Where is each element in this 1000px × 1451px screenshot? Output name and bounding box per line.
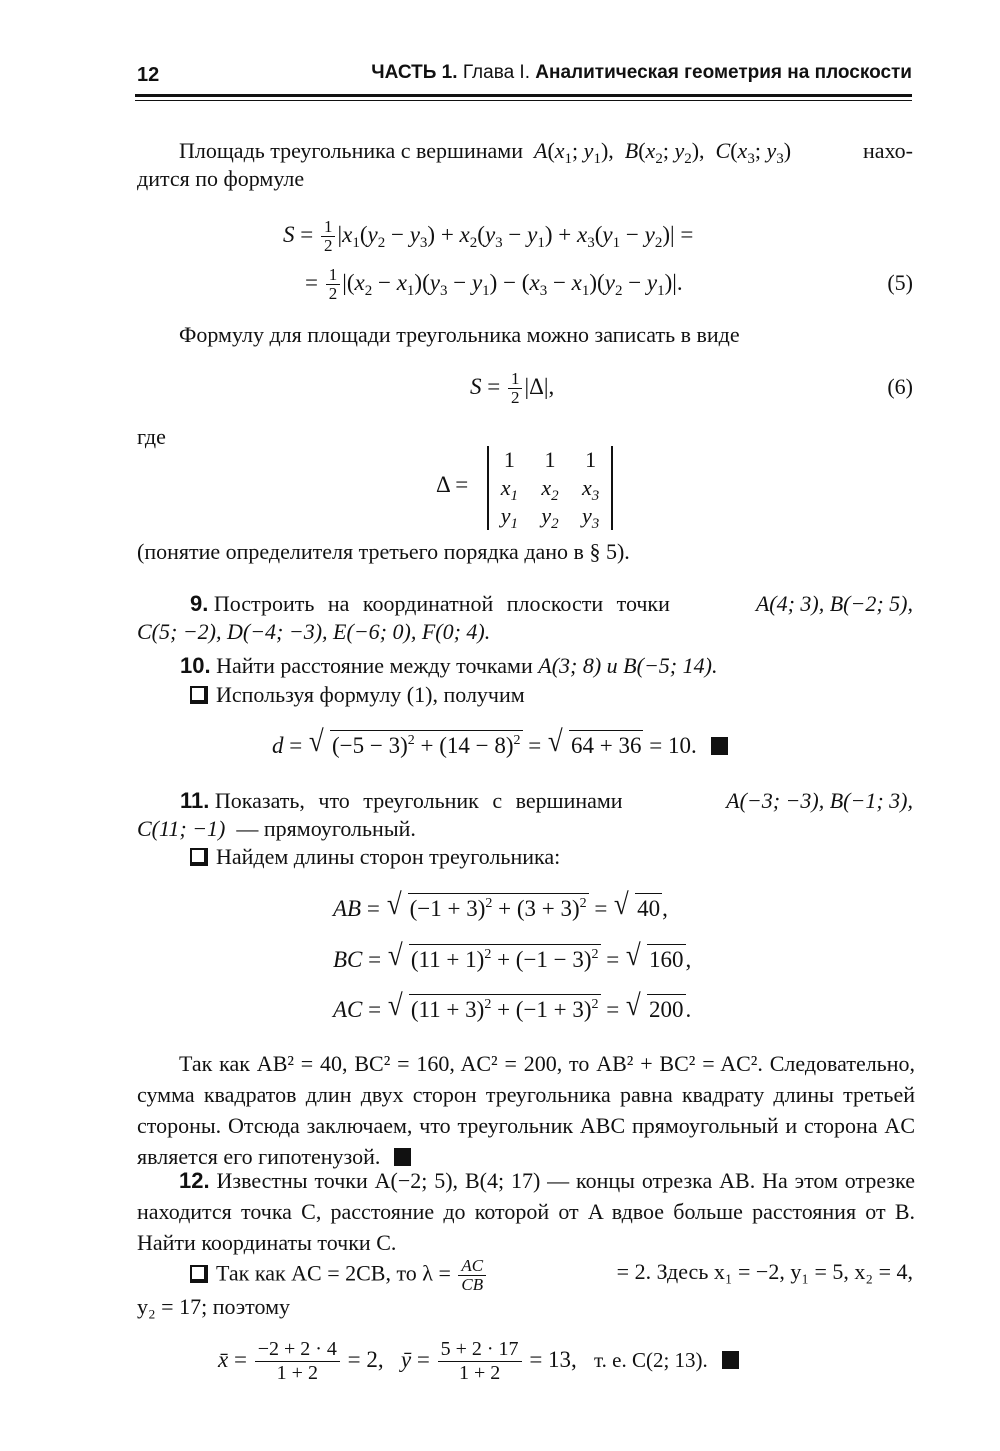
intro-line-1: Площадь треугольника с вершинами $A(x_1$; $y_1$), $B(x_2$; $y_2$), $C(x_3$; $y_3$): [179, 138, 797, 167]
intro-line-2: дится по формуле: [137, 166, 305, 191]
problem-9-number: 9.: [190, 591, 209, 616]
formula-6-number: (6): [887, 374, 913, 399]
problem-11-line-1: 11. Показать, что треугольник с вершинами: [180, 788, 623, 813]
problem-10-solution: Используя формулу (1), получим: [190, 680, 525, 710]
chapter-title: Аналитическая геометрия на плоскости: [535, 62, 912, 83]
problem-12-formula: x̄ = $\frac{-2 + 2 \cdot 4}{1 + 2}$ = 2, ȳ = $\frac{5 + 2 \cdot 17}{1 + 2}$ = 13, т. е. C(2; 13).: [218, 1338, 739, 1385]
solution-start-icon: [190, 848, 208, 866]
determinant-symbol: Δ =: [436, 472, 469, 497]
where-word: где: [137, 424, 166, 449]
problem-12-solution-b: = 2. Здесь x₁ = −2, y₁ = 5, x₂ = 4,: [616, 1259, 913, 1284]
problem-12-solution-a: Так как AC = 2CB, то λ = $\frac{AC}{CB}$: [190, 1257, 488, 1294]
formula-5-line-1: S = $\frac{1}{2}$ $|x_1(y_2 - y_3) + x_2(y_3 - y_1) + x_3(y_1 - y_2)|$ =: [283, 217, 694, 255]
problem-12-statement: 12. Известны точки A(−2; 5), B(4; 17) — концы отрезка AB. На этом отрезке находится точка C, расстояние до которой от A вдвое больше расстояния от B. Найти координаты точки C.: [137, 1168, 916, 1255]
formula-5-line-2: = $\frac{1}{2}$ $|(x_2 - x_1)(y_3 - y_1) - (x_3 - x_1)(y_2 - y_1)|$.: [305, 265, 683, 303]
formula-6-intro: Формулу для площади треугольника можно записать в виде: [179, 322, 740, 347]
formula-bc: BC = √ $(11 + 1)^2 + (-1 - 3)^2$ = √ 160,: [333, 939, 692, 972]
running-header: [371, 62, 912, 84]
formula-ab: AB = √ $(-1 + 3)^2 + (3 + 3)^2$ = √ 40,: [333, 888, 668, 921]
solution-start-icon: [190, 686, 208, 704]
problem-9-line-1: 9. Построить на координатной плоскости точки: [190, 591, 670, 616]
problem-9-points-a: A(4; 3), B(−2; 5),: [755, 591, 913, 616]
page-number: 12: [137, 64, 160, 86]
formula-ac: AC = √ $(11 + 3)^2 + (-1 + 3)^2$ = √ 200.: [333, 989, 692, 1022]
determinant-matrix: 1 1 1 $x_1$ $x_2$ $x_3$ $y_1$ $y_2$ $y_3$: [487, 446, 613, 530]
problem-11-solution: Найдем длины сторон треугольника:: [190, 842, 560, 872]
formula-5-number: (5): [887, 270, 913, 295]
intro-line-1-end: нахо-: [862, 138, 913, 163]
problem-10-number: 10.: [180, 653, 211, 678]
header-rule: [135, 94, 912, 97]
header-rule-thin: [135, 100, 912, 101]
problem-10-formula: d = √ $(-5 - 3)^2 + (14 - 8)^2$ = √ 64 + 36 = 10.: [272, 730, 728, 759]
problem-11-points-a: A(−3; −3), B(−1; 3),: [726, 788, 913, 813]
problem-12-solution-c: y₂ = 17; поэтому: [137, 1294, 291, 1319]
end-of-proof-icon: [722, 1351, 739, 1369]
solution-start-icon: [190, 1265, 208, 1283]
problem-12-number: 12.: [179, 1168, 210, 1193]
chapter-label: Глава I.: [462, 62, 530, 83]
problem-11-conclusion: Так как AB² = 40, BC² = 160, AC² = 200, то AB² + BC² = AC². Следовательно, сумма квадратов длин двух сторон треугольника равна квадрату длины третьей стороны. Отсюда заключаем, что треугольник ABC прямоугольный и сторона AC является его гипотенузой.: [137, 1051, 915, 1169]
problem-11-line-2: C(11; −1) — прямоугольный.: [137, 816, 416, 841]
problem-10-line: 10. Найти расстояние между точками A(3; 8) и B(−5; 14).: [180, 653, 718, 678]
problem-9-points-b: C(5; −2), D(−4; −3), E(−6; 0), F(0; 4).: [137, 619, 491, 644]
part-label: ЧАСТЬ 1.: [371, 62, 458, 83]
determinant-note: (понятие определителя третьего порядка дано в § 5).: [137, 539, 630, 564]
end-of-proof-icon: [394, 1148, 411, 1166]
formula-6: S = $\frac{1}{2}$ |Δ|,: [470, 369, 555, 407]
end-of-proof-icon: [711, 737, 728, 755]
problem-11-number: 11.: [180, 788, 210, 813]
